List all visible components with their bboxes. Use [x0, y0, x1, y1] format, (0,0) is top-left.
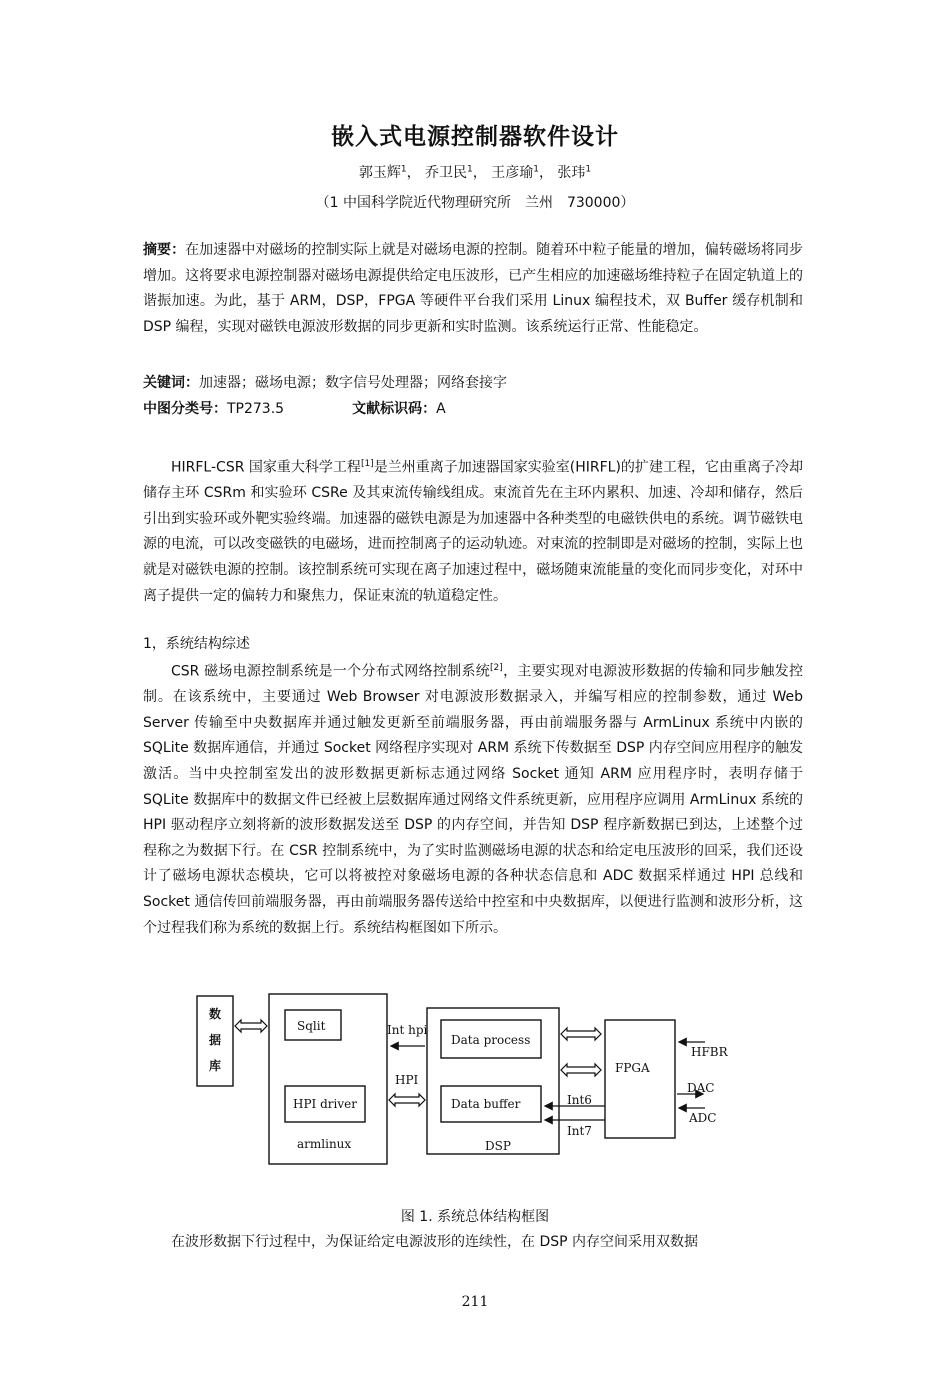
dsp-fpga-link-1 [561, 1028, 601, 1040]
int7-label: Int7 [567, 1124, 592, 1138]
author-name: 乔卫民 [425, 165, 468, 181]
citation-ref: [2] [490, 663, 503, 673]
page-number: 211 [461, 1294, 489, 1310]
author-affil-mark: 1 [400, 164, 407, 175]
sqlit-label: Sqlit [297, 1019, 326, 1033]
paper-title: 嵌入式电源控制器软件设计 [331, 124, 619, 150]
hpi-link [389, 1094, 425, 1106]
dsp-label: DSP [485, 1139, 511, 1153]
continuation-paragraph: 在波形数据下行过程中，为保证给定电源波形的连续性，在 DSP 内存空间采用双数据 [171, 1234, 699, 1250]
classification-line [143, 397, 803, 423]
data-process-label: Data process [451, 1033, 531, 1047]
data-buffer-label: Data buffer [451, 1097, 521, 1111]
db-char: 库 [209, 1059, 222, 1073]
int6-label: Int6 [567, 1093, 592, 1107]
clc-label: 中图分类号： [143, 401, 227, 417]
dac-label: DAC [687, 1081, 715, 1095]
author-name: 张玮 [557, 165, 586, 181]
hpi-driver-label: HPI driver [293, 1097, 357, 1111]
section-paragraph: CSR 磁场电源控制系统是一个分布式网络控制系统[2]，主要实现对电源波形数据的传输和同步触发控制。在该系统中，主要通过 Web Browser 对电源波形数据录入，并编写相应的控制参数，通过 Web Server 传输至中央数据库并通过触发更新至前端服务器，再由前端服务器与 ArmLinux 系统中内嵌的 SQLite 数据库通信，并通过 Socket 网络程序实现对 ARM 系统下传数据至 DSP 内存空间应用程序的触发激活。当中央控制室发出的波形数据更新标志通过网络 Socket 通知 ARM 应用程序时，表明存储于 SQLite 数据库中的数据文件已经被上层数据库通过网络文件系统更新，应用程序应调用 ArmLinux 系统的 HPI 驱动程序立刻将新的波形数据发送至 DSP 的内存空间，并告知 DSP 程序新数据已到达，上述整个过程称之为数据下行。在 CSR 控制系统中，为了实时监测磁场电源的状态和给定电压波形的回采，我们还设计了磁场电源状态模块，它可以将被控对象磁场电源的各种状态信息和 ADC 数据采样通过 HPI 总线和 Socket 通信传回前端服务器，再由前端服务器传送给中控室和中央数据库，以便进行监测和波形分析，这个过程我们称为系统的数据上行。系统结构框图如下所示。 [143, 663, 803, 936]
keywords [143, 371, 803, 397]
db-char: 据 [209, 1033, 222, 1047]
section-heading: 1，系统结构综述 [143, 636, 250, 652]
figure-caption: 图 1. 系统总体结构框图 [400, 1209, 550, 1225]
int-hpi-label: Int hpi [387, 1023, 428, 1037]
keywords-label: 关键词： [143, 375, 199, 391]
hfbr-label: HFBR [691, 1045, 728, 1059]
adc-label: ADC [689, 1111, 717, 1125]
doc-code-label: 文献标识码： [352, 401, 437, 417]
system-block-diagram [195, 990, 755, 1170]
author-affil-mark: 1 [533, 164, 539, 175]
fpga-box [605, 1020, 675, 1138]
db-arm-link [235, 1020, 267, 1032]
abstract-label: 摘要： [143, 242, 186, 258]
affiliation: （1 中国科学院近代物理研究所 兰州 730000） [315, 195, 635, 211]
abstract [143, 238, 803, 340]
author-list: 郭玉辉$^1$， 乔卫民$^1$， 王彦瑜$^1$， 张玮$^1$ [358, 164, 592, 181]
author-affil-mark: 1 [585, 164, 592, 175]
dsp-fpga-link-2 [561, 1064, 601, 1076]
intro-paragraph: HIRFL-CSR 国家重大科学工程[1]是兰州重离子加速器国家实验室(HIRFL)的扩建工程，它由重离子冷却储存主环 CSRm 和实验环 CSRe 及其束流传输线组成。束流首先在主环内累积、加速、冷却和储存，然后引出到实验环或外靶实验终端。加速器的磁铁电源是为加速器中各种类型的电磁铁供电的系统。调节磁铁电源的电流，可以改变磁铁的电磁场，进而控制离子的运动轨迹。对束流的控制即是对磁场的控制，实际上也就是对磁铁电源的控制。该控制系统可实现在离子加速过程中，磁场随束流能量的变化而同步变化，对环中离子提供一定的偏转力和聚焦力，保证束流的轨道稳定性。 [143, 459, 803, 604]
hpi-label: HPI [395, 1073, 419, 1087]
db-char: 数 [209, 1007, 222, 1021]
author-affil-mark: 1 [467, 164, 473, 175]
dsp-box [427, 1008, 559, 1154]
armlinux-label: armlinux [297, 1137, 352, 1151]
author-name: 郭玉辉 [358, 165, 401, 181]
abstract-text: 在加速器中对磁场的控制实际上就是对磁场电源的控制。随着环中粒子能量的增加，偏转磁场将同步增加。这将要求电源控制器对磁场电源提供给定电压波形，已产生相应的加速磁场维持粒子在固定轨道上的谐振加速。为此，基于 ARM，DSP，FPGA 等硬件平台我们采用 Linux 编程技术，双 Buffer 缓存机制和 DSP 编程，实现对磁铁电源波形数据的同步更新和实时监测。该系统运行正常、性能稳定。 [143, 242, 804, 335]
author-name: 王彦瑜 [491, 165, 534, 181]
citation-ref: [1] [360, 459, 374, 469]
clc-value: TP273.5 [227, 401, 285, 417]
doc-code-value: A [436, 401, 446, 417]
fpga-label: FPGA [615, 1061, 650, 1075]
keywords-text: 加速器；磁场电源；数字信号处理器；网络套接字 [199, 375, 507, 391]
